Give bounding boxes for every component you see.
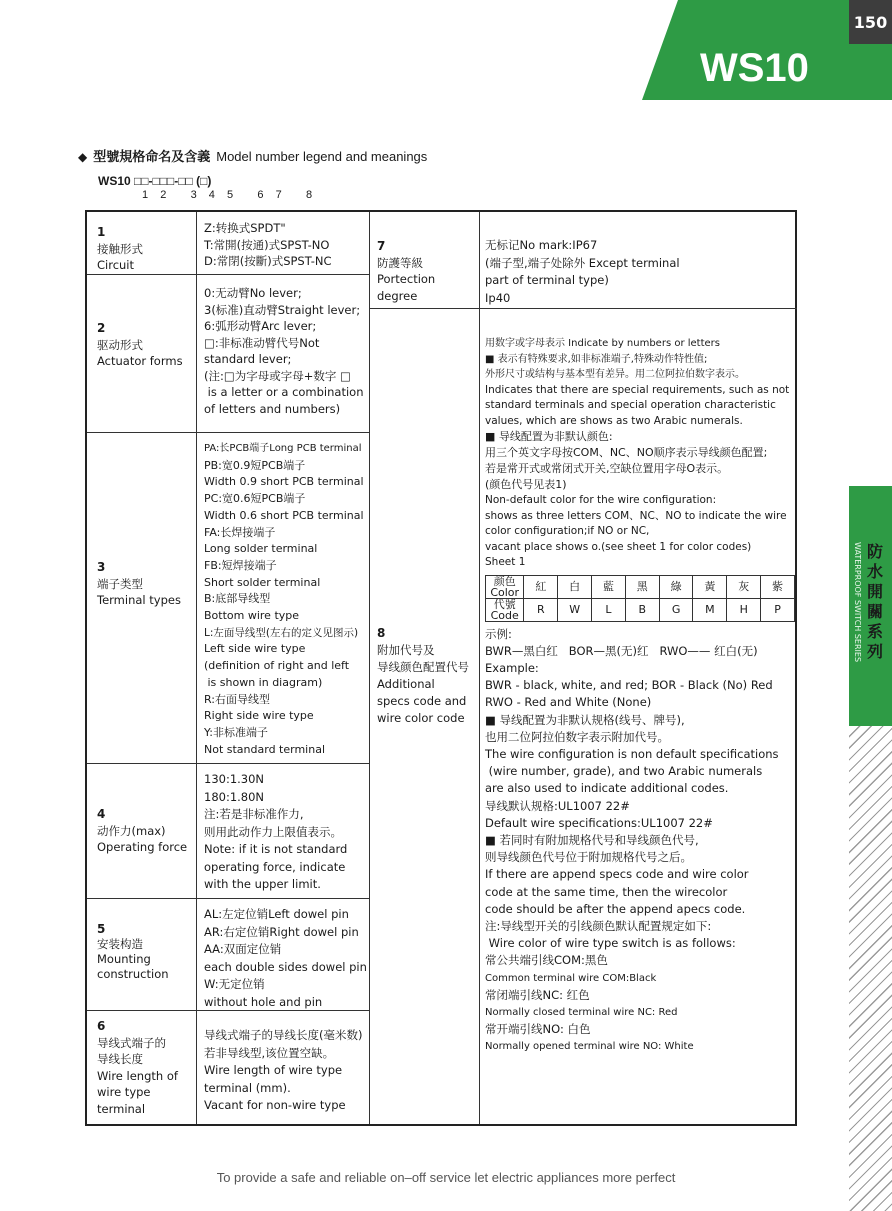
color-cell: 藍 — [592, 575, 626, 598]
code-cell: P — [761, 598, 795, 621]
code-digits: 1 2 3 4 5 6 7 8 — [142, 189, 313, 201]
row-force-label: 4 动作力(max) Operating force — [97, 807, 188, 854]
heading-zh: 型號規格命名及含義 — [93, 150, 211, 165]
color-code-table — [485, 575, 795, 622]
row-mounting-values: AL:左定位销Left dowel pin AR:右定位销Right dowel pin AA:双面定位销 each double sides dowel pin W:无定位销 without hole and pin — [204, 907, 367, 1009]
side-tab-en: WATERPROOF SWITCH SERIES — [853, 542, 862, 663]
row-actuator-values: 0:无动臂No lever; 3(标准)直动臂Straight lever; 6:弧形动臂Arc lever; □:非标准动臂代号Not standard lever; (注:□为字母或字母+数字 □ is a letter or a combination of letters and numbers) — [204, 286, 364, 416]
color-cell: 白 — [558, 575, 592, 598]
color-header: 颜色 Color — [486, 575, 524, 598]
row-protection-label: 7 防護等級 Portection degree — [377, 239, 436, 303]
row-additional-label: 8 附加代号及 导线颜色配置代号 Additional specs code and wire color code — [377, 626, 469, 725]
code-cell: B — [625, 598, 659, 621]
row-circuit-label: 1 接触形式 Circuit — [97, 225, 143, 272]
row-wire-length-values: 导线式端子的导线长度(毫米数) 若非导线型,该位置空缺。 Wire length of wire type terminal (mm). Vacant for non-wire type — [204, 1028, 363, 1112]
model-title: WS10 — [700, 46, 809, 90]
color-cell: 黑 — [625, 575, 659, 598]
color-cell: 灰 — [727, 575, 761, 598]
code-cell: L — [592, 598, 626, 621]
code-cell: H — [727, 598, 761, 621]
page-number: 150 — [849, 0, 892, 44]
row-mounting-label: 5 安装构造 Mounting construction — [97, 922, 169, 981]
code-cell: W — [558, 598, 592, 621]
diamond-bullet-icon: ◆ — [78, 150, 88, 164]
color-cell: 黃 — [693, 575, 727, 598]
side-tab-zh: 防水開關系列 — [866, 542, 883, 661]
code-header: 代號 Code — [486, 598, 524, 621]
row-actuator-label: 2 驱动形式 Actuator forms — [97, 321, 183, 368]
row-terminal-label: 3 端子类型 Terminal types — [97, 560, 181, 607]
code-cell: G — [659, 598, 693, 621]
heading-en: Model number legend and meanings — [216, 149, 428, 164]
code-cell: M — [693, 598, 727, 621]
row-wire-length-label: 6 导线式端子的 导线长度 Wire length of wire type terminal — [97, 1019, 178, 1116]
row-terminal-values: PA:长PCB端子Long PCB terminal PB:宽0.9短PCB端子 Width 0.9 short PCB terminal PC:宽0.6短PCB端子 Width 0.6 short PCB terminal FA:长焊接端子 Long solder terminal FB:短焊接端子 Short solder terminal B:底部导线型 Bottom wire type L:左面导线型(左右的定义见图示) Left side wire type (definition of right and left is shown in diagram) R:右面导线型 Right side wire type Y:非标准端子 Not standard terminal — [204, 443, 364, 756]
spec-table — [85, 210, 797, 1126]
row-additional-values: 用数字或字母表示 Indicate by numbers or letters ■ 表示有特殊要求,如非标准端子,特殊动作特性值; 外形尺寸或结构与基本型有差异。用二位阿拉伯数字表示。 Indicates that there are special requirements, such as not standard terminals and special operation characteristic values, which are shows as two Arabic numerals. ■ 导线配置为非默认颜色: 用三个英文字母按COM、NC、NO顺序表示导线颜色配置; 若是常开式或常闭式开关,空缺位置用字母O表示。 (颜色代号见表1) Non-default color for the wire configuration: shows as three letters COM、NC、NO to indicate the wire color configuration;if NO or NC, vacant place shows o.(see sheet 1 for color codes) Sheet 1 颜色 Color 紅 白 藍 黑 綠 黃 灰 紫 代號 Code R W L B G M H P 示例: BWR—黑白红 BOR—黑(无)红 RWO—— 红白(无) Example: BWR - black, white, and red; BOR - Black (No) Red RWO - Red and White (None) ■ 导线配置为非默认规格(线号、牌号), 也用二位阿拉伯数字表示附加代号。 The wire configuration is non default specifications (wire number, grade), and two Arabic numerals are also used to indicate additional codes. 导线默认规格:UL1007 22# Default wire specifications:UL1007 22# ■ 若同时有附加规格代号和导线颜色代号, 则导线颜色代号位于附加规格代号之后。 If there are append specs code and wire color code at the same time, then the wirecolor code should be after the append apecs code. 注:导线型开关的引线颜色默认配置规定如下: Wire color of wire type switch is as follows: 常公共端引线COM:黑色 Common terminal wire COM:Black 常闭端引线NC: 红色 Normally closed terminal wire NC: Red 常开端引线NO: 白色 Normally opened terminal wire NO: White — [485, 336, 795, 1056]
color-cell: 紅 — [524, 575, 558, 598]
hatch-decoration — [849, 726, 892, 1211]
section-heading — [78, 146, 427, 165]
row-circuit-values: Z:转换式SPDT" T:常開(按通)式SPST-NO D:常閉(按斷)式SPST-NC — [204, 221, 332, 268]
footer-slogan: To provide a safe and reliable on–off service let electric appliances more perfect — [216, 1170, 676, 1185]
row-force-values: 130:1.30N 180:1.80N 注:若是非标准作力, 则用此动作力上限值表示。 Note: if it is not standard operating force, indicate with the upper limit. — [204, 772, 348, 891]
row-protection-values: 无标记No mark:IP67 (端子型,端子处除外 Except terminal part of terminal type) Ip40 — [485, 238, 680, 305]
color-cell: 綠 — [659, 575, 693, 598]
color-cell: 紫 — [761, 575, 795, 598]
code-cell: R — [524, 598, 558, 621]
model-code: WS10 □□-□□□-□□ (□) — [98, 174, 212, 188]
